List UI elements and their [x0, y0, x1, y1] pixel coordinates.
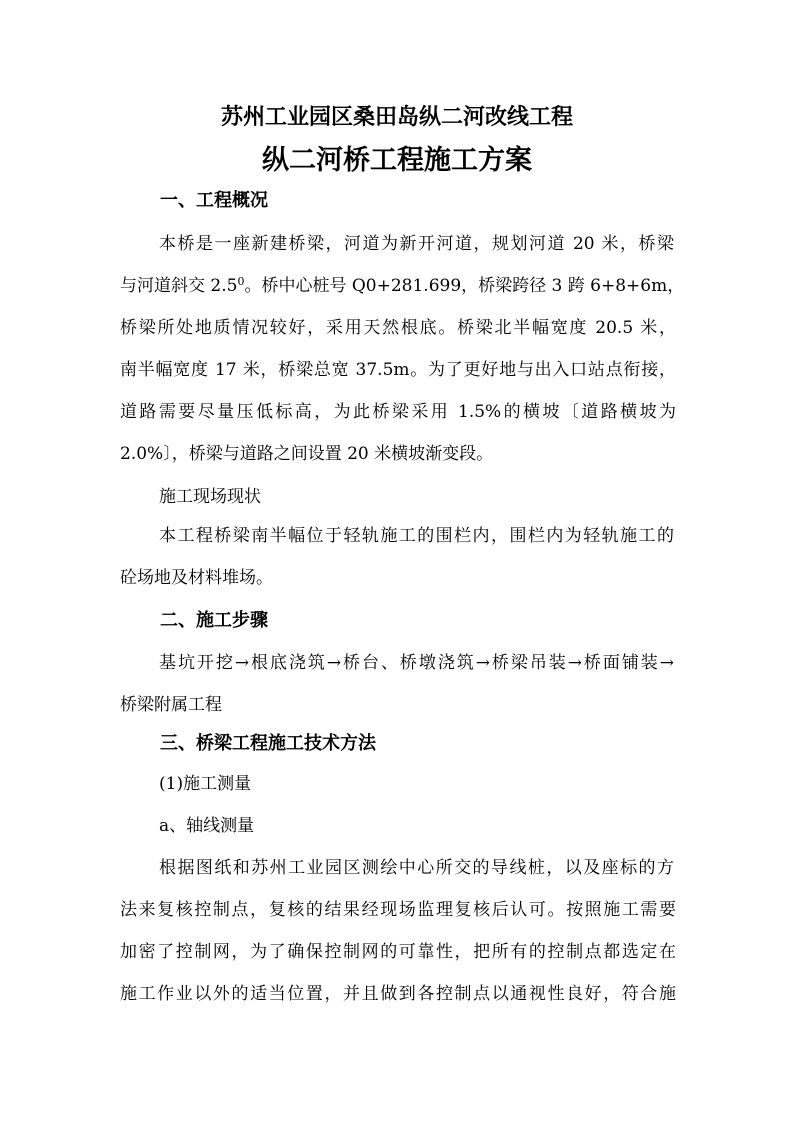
- paragraph-line: 南半幅宽度 17 米，桥梁总宽 37.5m。为了更好地与出入口站点衔接，: [120, 360, 676, 380]
- construction-steps-line: 桥梁附属工程: [120, 695, 222, 715]
- subsection-axis-survey: a、轴线测量: [159, 816, 255, 836]
- paragraph-line: [120, 273, 685, 299]
- paragraph-line: 道路需要尽量压低标高，为此桥梁采用 1.5%的横坡〔道路横坡为: [120, 402, 676, 422]
- section-heading-steps: 二、施工步骤: [160, 610, 268, 631]
- paragraph-line: 桥梁所处地质情况较好，采用天然根底。桥梁北半幅宽度 20.5 米，: [120, 318, 676, 338]
- paragraph-line: 本工程桥梁南半幅位于轻轨施工的围栏内，围栏内为轻轨施工的: [159, 526, 674, 546]
- paragraph-text: 。桥中心桩号 Q0+281.699，桥梁跨径 3 跨 6+8+6m，: [244, 276, 685, 296]
- paragraph-text: 与河道斜交 2.5: [120, 276, 238, 296]
- paragraph-line: 2.0%〕，桥梁与道路之间设置 20 米横坡渐变段。: [120, 444, 494, 464]
- document-title-plan: 纵二河桥工程施工方案: [262, 145, 532, 176]
- document-title-project: 苏州工业园区桑田岛纵二河改线工程: [220, 104, 573, 130]
- construction-steps-line: 基坑开挖→根底浇筑→桥台、桥墩浇筑→桥梁吊装→桥面铺装→: [159, 653, 674, 673]
- paragraph-line: 施工作业以外的适当位置，并且做到各控制点以通视性良好，符合施: [120, 984, 676, 1004]
- paragraph-line: 根据图纸和苏州工业园区测绘中心所交的导线桩，以及座标的方: [159, 858, 674, 878]
- section-heading-overview: 一、工程概况: [160, 190, 268, 211]
- subsection-survey: (1)施工测量: [159, 774, 252, 794]
- paragraph-line: 加密了控制网，为了确保控制网的可靠性，把所有的控制点都选定在: [120, 942, 676, 962]
- paragraph-line: 本桥是一座新建桥梁，河道为新开河道，规划河道 20 米，桥梁: [159, 234, 674, 254]
- paragraph-line: 砼场地及材料堆场。: [120, 568, 273, 588]
- paragraph-line: 法来复核控制点，复核的结果经现场监理复核后认可。按照施工需要: [120, 900, 676, 920]
- site-status-label: 施工现场现状: [159, 487, 261, 507]
- section-heading-methods: 三、桥梁工程施工技术方法: [160, 733, 376, 754]
- degree-superscript: 0: [237, 275, 245, 288]
